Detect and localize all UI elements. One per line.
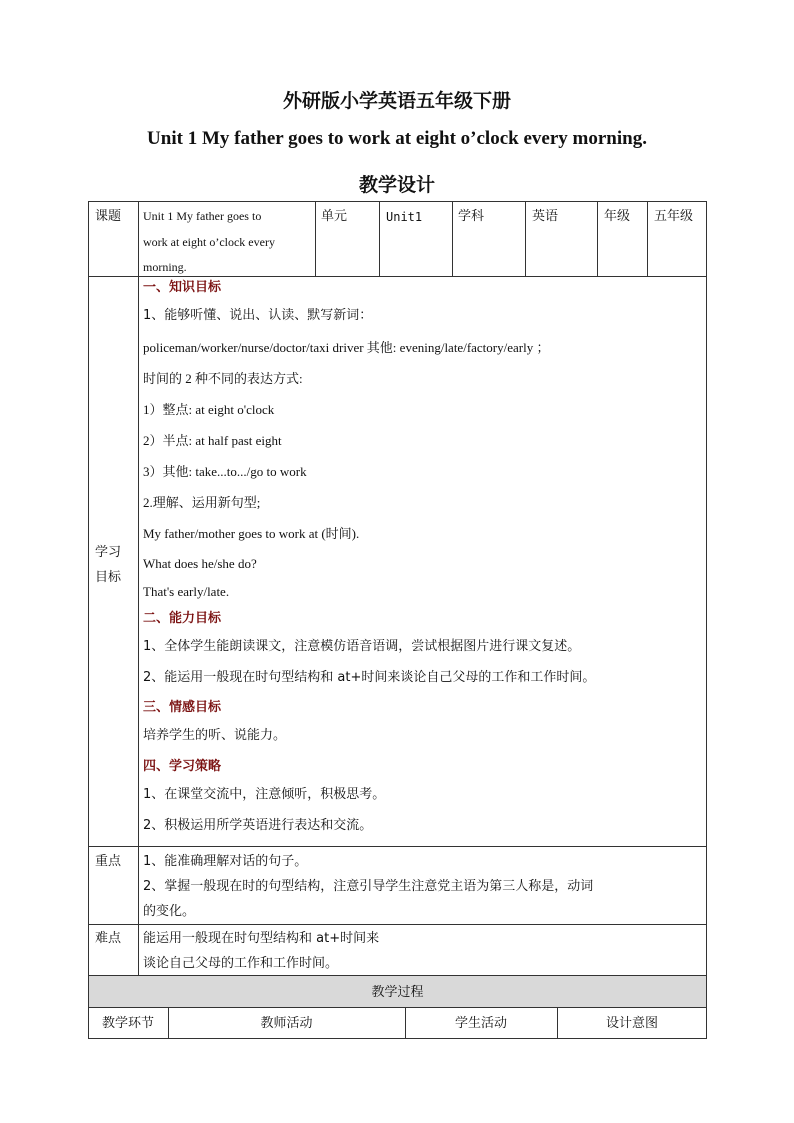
difficulties-label: 难点 [95, 931, 122, 946]
topic-value-line1: Unit 1 My father goes to [143, 209, 262, 223]
knowledge-line: 时间的 2 种不同的表达方式: [143, 371, 303, 386]
knowledge-line: 1）整点: at eight o'clock [143, 402, 275, 417]
row-divider [88, 276, 707, 277]
difficulty-line: 能运用一般现在时句型结构和 at+时间来 [143, 931, 380, 946]
knowledge-line: policeman/worker/nurse/doctor/taxi driver 其他: evening/late/factory/early ； [143, 340, 550, 355]
process-heading: 教学过程 [371, 985, 424, 1000]
knowledge-line: What does he/she do? [143, 556, 257, 571]
grade-label: 年级 [604, 209, 631, 224]
ability-heading: 二、能力目标 [143, 611, 222, 626]
col-divider [525, 201, 526, 276]
knowledge-line: 3）其他: take...to.../go to work [143, 464, 307, 479]
knowledge-line: That's early/late. [143, 584, 230, 599]
col-divider [379, 201, 380, 276]
key-point-line: 1、能准确理解对话的句子。 [143, 854, 308, 869]
key-point-line: 2、掌握一般现在时的句型结构，注意引导学生注意党主语为第三人称是，动词 [143, 879, 594, 894]
topic-value-line3: morning. [143, 260, 187, 274]
unit-label: 单元 [321, 209, 348, 224]
strategy-line: 1、在课堂交流中，注意倾听，积极思考。 [143, 787, 386, 802]
difficulty-line: 谈论自己父母的工作和工作时间。 [143, 956, 339, 971]
topic-label: 课题 [95, 209, 122, 224]
key-points-label: 重点 [95, 854, 122, 869]
ability-line: 1、全体学生能朗读课文，注意模仿语音语调，尝试根据图片进行课文复述。 [143, 639, 581, 654]
strategy-line: 2、积极运用所学英语进行表达和交流。 [143, 818, 373, 833]
col-divider [138, 201, 139, 975]
objectives-label-line2: 目标 [95, 570, 122, 585]
grade-value: 五年级 [654, 209, 694, 224]
col-divider [452, 201, 453, 276]
key-point-line: 的变化。 [143, 904, 196, 919]
subject-label: 学科 [458, 209, 485, 224]
process-col-stage: 教学环节 [101, 1016, 154, 1031]
col-divider [315, 201, 316, 276]
emotion-heading: 三、情感目标 [143, 700, 222, 715]
strategy-heading: 四、学习策略 [143, 759, 222, 774]
document-title: 外研版小学英语五年级下册 [282, 90, 511, 112]
row-divider [88, 924, 707, 925]
unit-title: Unit 1 My father goes to work at eight o’clock every morning. [147, 128, 647, 149]
knowledge-line: 1、能够听懂、说出、认读、默写新词： [143, 308, 373, 323]
objectives-label-line1: 学习 [95, 545, 122, 560]
document-subtitle: 教学设计 [358, 174, 435, 196]
emotion-line: 培养学生的听、说能力。 [143, 728, 287, 743]
row-divider [88, 846, 707, 847]
col-divider [597, 201, 598, 276]
knowledge-line: My father/mother goes to work at (时间). [143, 526, 360, 541]
ability-line: 2、能运用一般现在时句型结构和 at+时间来谈论自己父母的工作和工作时间。 [143, 670, 596, 685]
process-col-teacher: 教师活动 [260, 1016, 313, 1031]
process-col-student: 学生活动 [454, 1016, 507, 1031]
unit-value: Unit1 [386, 210, 423, 224]
knowledge-heading: 一、知识目标 [143, 280, 222, 295]
col-divider [647, 201, 648, 276]
process-col-intent: 设计意图 [605, 1016, 658, 1031]
row-divider [88, 1007, 707, 1008]
subject-value: 英语 [532, 209, 559, 224]
knowledge-line: 2）半点: at half past eight [143, 433, 282, 448]
topic-value-line2: work at eight o’clock every [143, 235, 275, 249]
knowledge-line: 2.理解、运用新句型; [143, 495, 261, 510]
